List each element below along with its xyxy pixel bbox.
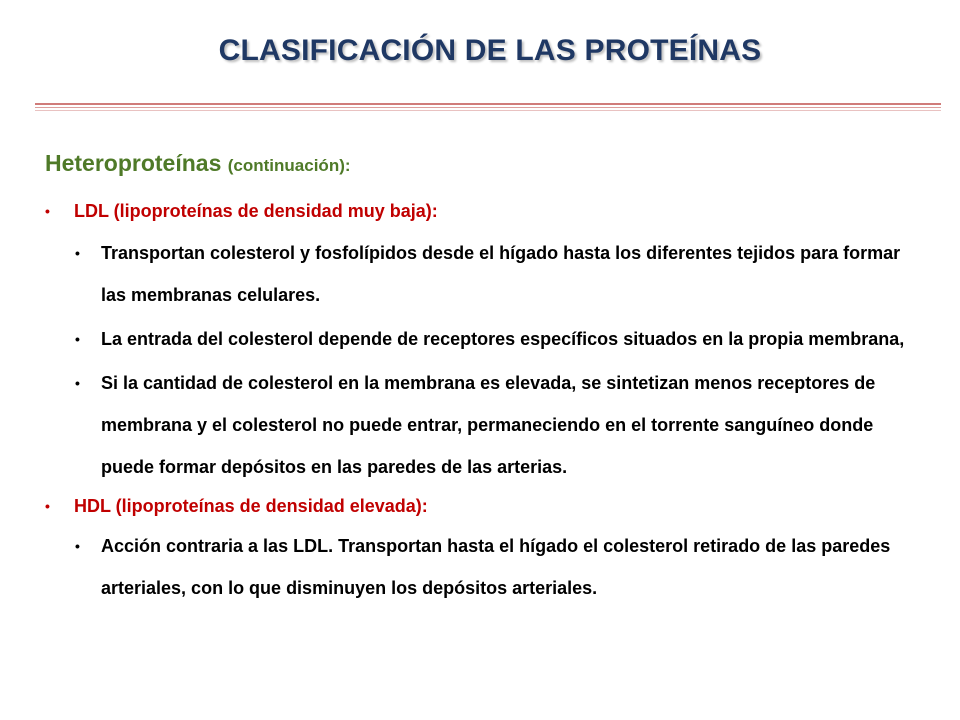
sub-bullet-transport (45, 232, 925, 316)
bullet-icon: • (45, 498, 50, 514)
divider-line (35, 110, 941, 111)
slide-body (45, 148, 925, 609)
sub-bullet-hdl-action (45, 525, 925, 609)
sub-bullet-text: Acción contraria a las LDL. Transportan hasta el hígado el colesterol retirado de las paredes arteriales, con lo que disminuyen los depósitos arteriales. (101, 536, 891, 598)
bullet-hdl-label: HDL (lipoproteínas de densidad elevada): (74, 496, 428, 516)
section-heading-note: (continuación): (227, 156, 351, 175)
bullet-icon: • (75, 538, 80, 554)
bullet-ldl-label: LDL (lipoproteínas de densidad muy baja): (74, 201, 438, 221)
slide-title: CLASIFICACIÓN DE LAS PROTEÍNAS (218, 34, 762, 67)
sub-bullet-text: Transportan colesterol y fosfolípidos desde el hígado hasta los diferentes tejidos para formar las membranas celulares. (101, 243, 901, 305)
title-divider (35, 103, 941, 111)
sub-bullet-text: Si la cantidad de colesterol en la membrana es elevada, se sintetizan menos receptores de membrana y el colesterol no puede entrar, permaneciendo en el torrente sanguíneo donde puede formar depósitos en las paredes de las arterias. (101, 373, 876, 477)
divider-line (35, 107, 941, 108)
bullet-icon: • (45, 203, 50, 219)
bullet-icon: • (75, 375, 80, 391)
bullet-icon: • (75, 245, 80, 261)
bullet-hdl (45, 495, 925, 517)
bullet-ldl (45, 200, 925, 222)
sub-bullet-deposits (45, 362, 925, 488)
sub-bullet-receptors (45, 318, 925, 360)
sub-bullet-text: La entrada del colesterol depende de receptores específicos situados en la propia membrana, (101, 329, 905, 349)
section-heading-text: Heteroproteínas (45, 150, 222, 176)
section-heading (45, 148, 925, 178)
divider-line (35, 103, 941, 105)
bullet-icon: • (75, 331, 80, 347)
